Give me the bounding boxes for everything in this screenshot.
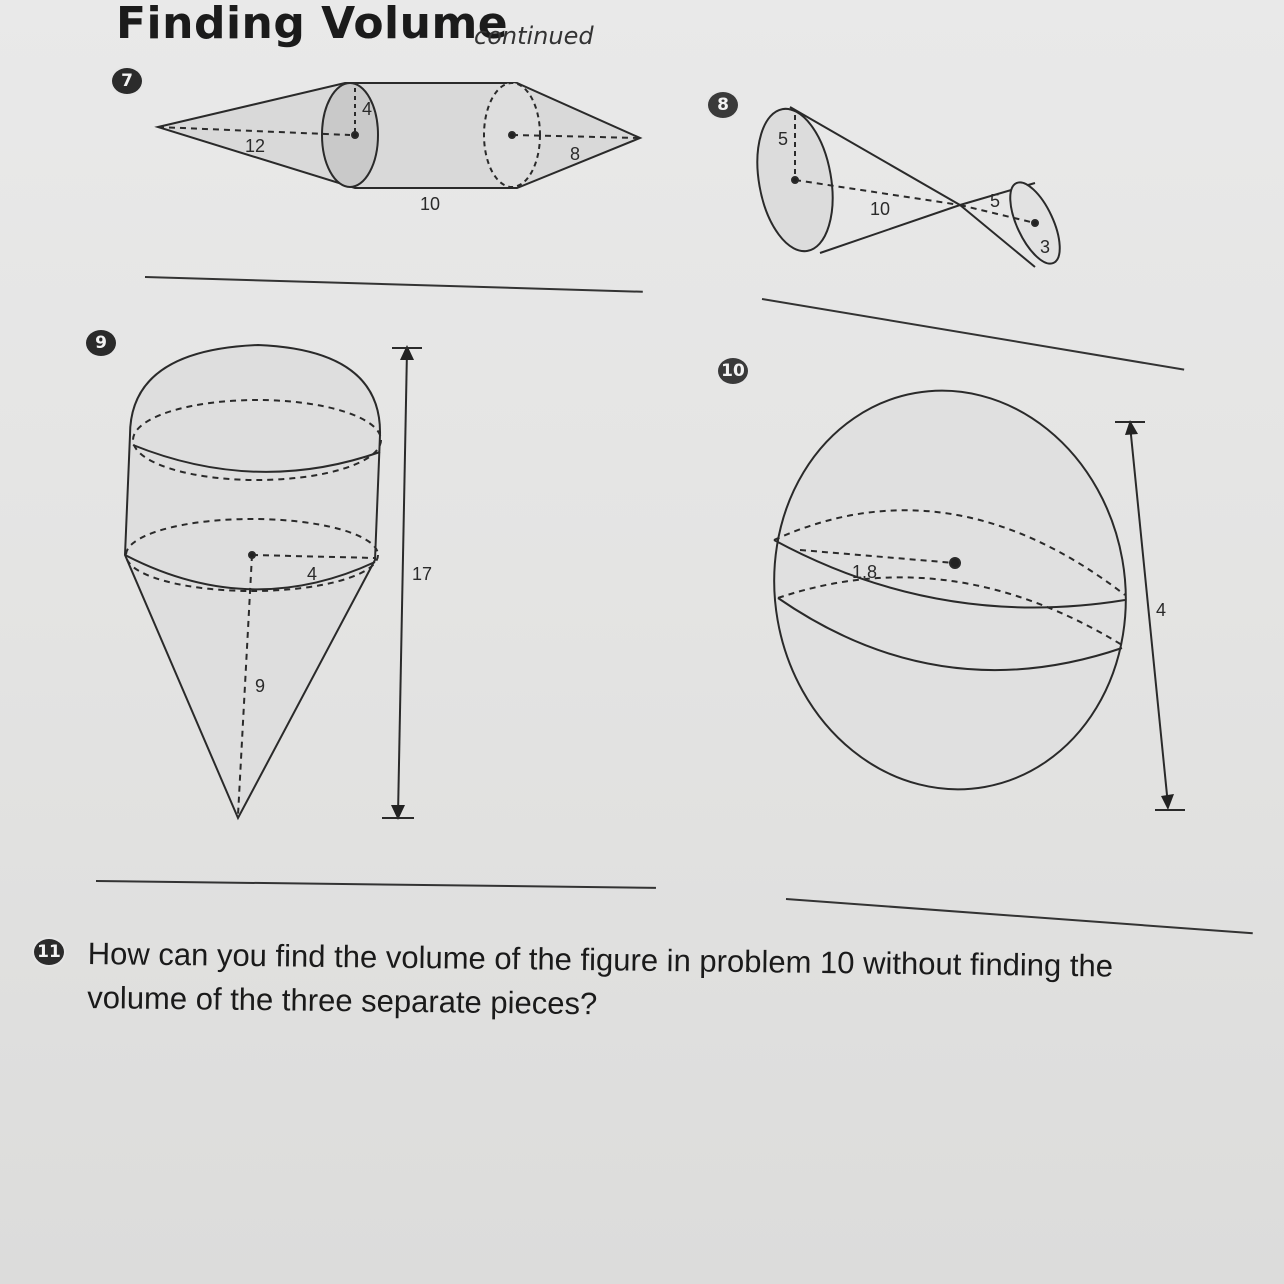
problem-9-figure [110,330,450,830]
p8-label-3: 3 [1040,237,1051,257]
problem-9-answer-line [96,880,656,889]
problem-11-badge: 11 [32,937,66,967]
p10-label-4: 4 [1156,600,1167,620]
p9-label-9: 9 [255,676,266,696]
problem-7-badge: 7 [110,66,144,96]
problem-10-answer-line [786,898,1253,934]
problem-9-badge: 9 [84,328,118,358]
problem-7-answer-line [145,276,643,293]
p7-label-8: 8 [570,144,581,164]
p8-label-10: 10 [870,199,891,219]
p9-label-17: 17 [412,564,433,584]
page-subtitle: continued [474,22,594,50]
problem-8-badge: 8 [706,90,740,120]
problem-10-figure [760,380,1200,820]
p7-label-12: 12 [245,136,266,156]
p7-label-10: 10 [420,194,441,214]
page-title: Finding Volume [116,0,509,49]
problem-11-question: How can you find the volume of the figure in problem 10 without finding the volume of the three separate pieces? [86,935,1114,1022]
p8-label-5: 5 [778,129,789,149]
p9-label-4: 4 [307,564,318,584]
problem-8-answer-line [762,298,1184,371]
p8-label-5b: 5 [990,191,1001,211]
problem-10-badge: 10 [716,356,750,386]
problem-7-figure [140,70,660,230]
problem-8-figure [750,95,1070,275]
p10-label-1-8: 1.8 [852,562,878,582]
p7-label-4: 4 [362,99,373,119]
